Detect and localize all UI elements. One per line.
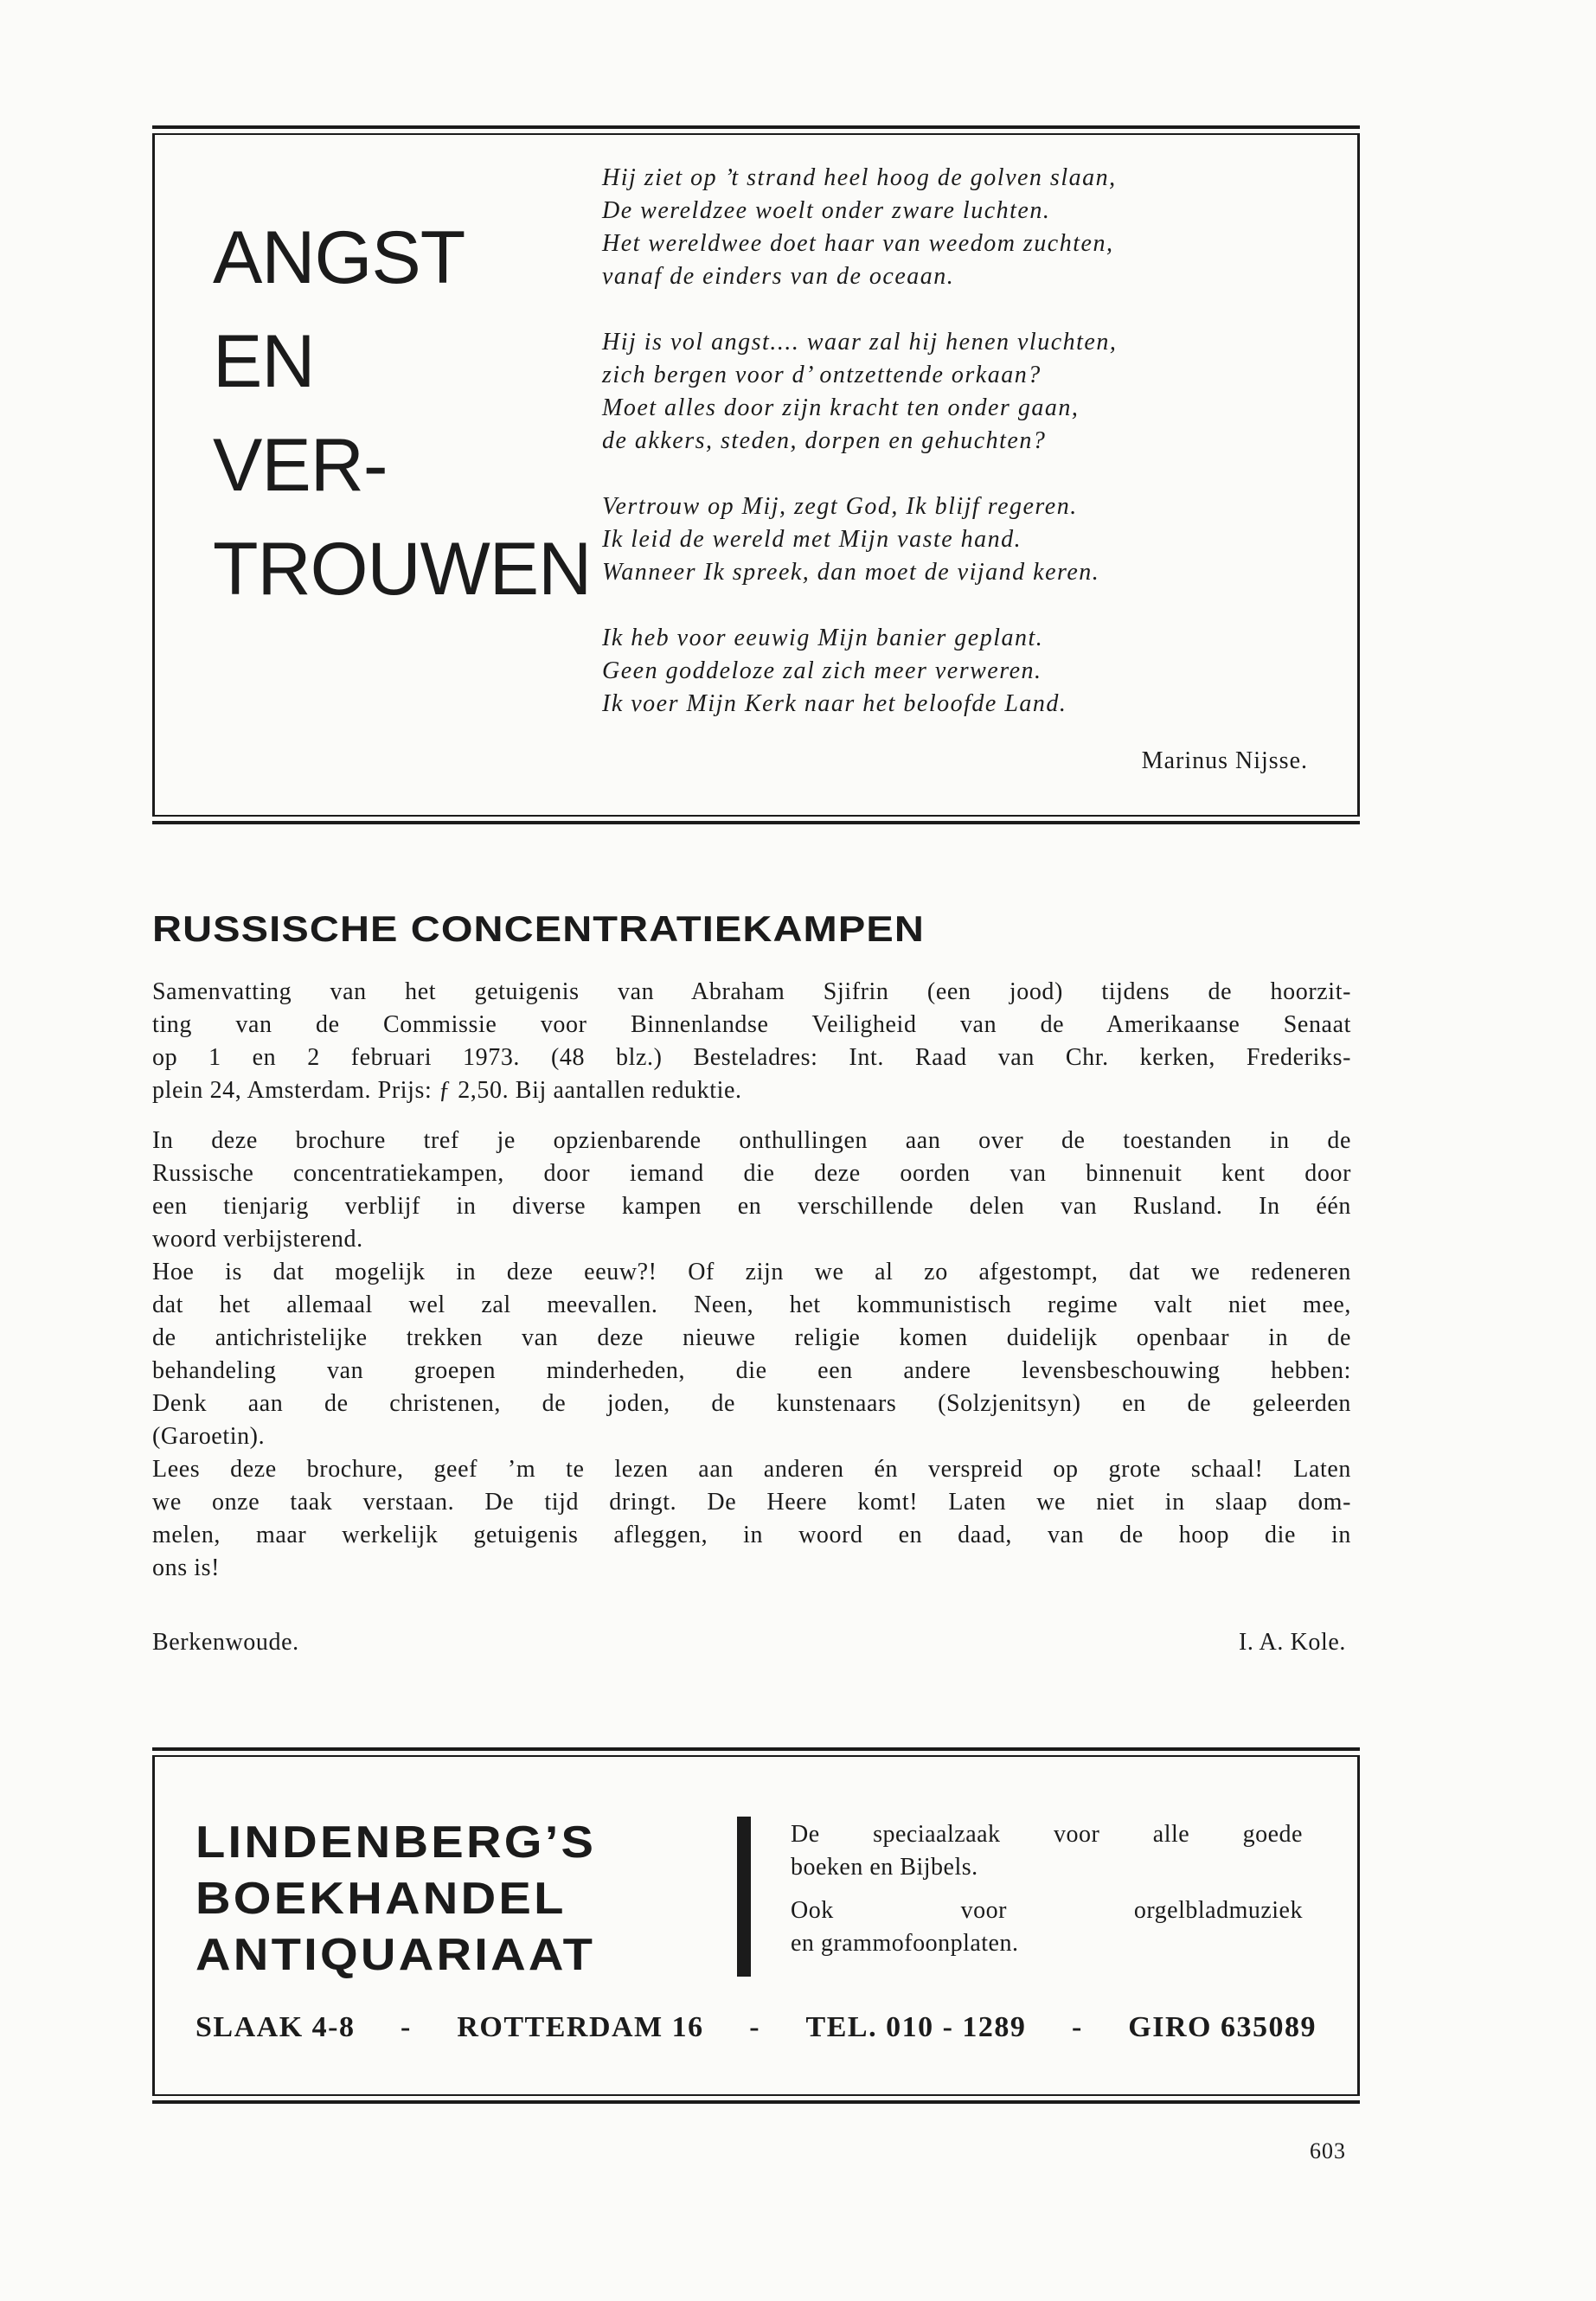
frame-left-rule xyxy=(152,1757,155,2094)
poem-stanza xyxy=(602,490,1099,589)
poem-stanza xyxy=(602,162,1117,293)
frame-right-rule xyxy=(1357,135,1360,815)
ad-contact-line xyxy=(195,2011,1317,2044)
separator: - xyxy=(1071,2011,1083,2043)
poem-author: Marinus Nijsse. xyxy=(1141,747,1308,774)
poem-line: vanaf de einders van de oceaan. xyxy=(602,263,955,290)
ad-text-block xyxy=(791,1894,1303,1960)
poem-line: zich bergen voor d’ ontzettende orkaan? xyxy=(602,362,1042,388)
text-line: Samenvatting van het getuigenis van Abraham Sjifrin (een jood) tijdens de hoorzit- xyxy=(152,978,1351,1005)
article-title: RUSSISCHE CONCENTRATIEKAMPEN xyxy=(152,908,925,949)
poem-line: Vertrouw op Mij, zegt God, Ik blijf regeren. xyxy=(602,493,1078,520)
frame-bottom-inner-rule xyxy=(152,815,1360,817)
text-line: (Garoetin). xyxy=(152,1423,266,1450)
poem-title-line: TROUWEN xyxy=(213,528,592,611)
frame-right-rule xyxy=(1357,1757,1360,2094)
poem-title-line: VER- xyxy=(213,424,388,507)
shop-name-line: BOEKHANDEL xyxy=(195,1874,567,1924)
text-line: de antichristelijke trekken van deze nieuwe religie komen duidelijk openbaar in de xyxy=(152,1324,1351,1351)
text-line: behandeling van groepen minderheden, die een andere levensbeschouwing hebben: xyxy=(152,1357,1351,1384)
page-number: 603 xyxy=(1310,2138,1346,2163)
text-line: De speciaalzaak voor alle goede xyxy=(791,1821,1303,1848)
separator: - xyxy=(749,2011,761,2043)
frame-top-inner-rule xyxy=(152,1755,1360,1757)
article-summary-paragraph xyxy=(152,976,1351,1107)
frame-bottom-rule xyxy=(152,2100,1360,2104)
text-line: Russische concentratiekampen, door iemand die deze oorden van binnenuit kent door xyxy=(152,1160,1351,1187)
poem-box xyxy=(152,125,1360,824)
frame-top-inner-rule xyxy=(152,133,1360,135)
poem-line: Hij is vol angst.... waar zal hij henen vluchten, xyxy=(602,329,1118,356)
poem-line: Het wereldwee doet haar van weedom zuchten, xyxy=(602,230,1114,257)
frame-top-rule xyxy=(152,125,1360,129)
separator: - xyxy=(401,2011,412,2043)
address: SLAAK 4-8 xyxy=(195,2011,356,2043)
text-line: op 1 en 2 februari 1973. (48 blz.) Besteladres: Int. Raad van Chr. kerken, Frederiks- xyxy=(152,1044,1351,1071)
text-line: ons is! xyxy=(152,1554,221,1581)
ad-text-block xyxy=(791,1818,1303,1884)
text-line: Lees deze brochure, geef ’m te lezen aan anderen én verspreid op grote schaal! Laten xyxy=(152,1456,1351,1483)
text-line: Hoe is dat mogelijk in deze eeuw?! Of zijn we al zo afgestompt, dat we redeneren xyxy=(152,1259,1351,1285)
telephone: TEL. 010 - 1289 xyxy=(805,2011,1027,2043)
poem-line: De wereldzee woelt onder zware luchten. xyxy=(602,197,1051,224)
text-line: een tienjarig verblijf in diverse kampen en verschillende delen van Rusland. In één xyxy=(152,1193,1351,1220)
text-line: we onze taak verstaan. De tijd dringt. De Heere komt! Laten we niet in slaap dom- xyxy=(152,1489,1351,1516)
poem-line: Moet alles door zijn kracht ten onder gaan, xyxy=(602,394,1080,421)
article-place: Berkenwoude. xyxy=(152,1629,299,1656)
city: ROTTERDAM 16 xyxy=(457,2011,704,2043)
poem-line: Wanneer Ik spreek, dan moet de vijand keren. xyxy=(602,559,1100,586)
text-line: Denk aan de christenen, de joden, de kunstenaars (Solzjenitsyn) en de geleerden xyxy=(152,1390,1351,1417)
text-line: plein 24, Amsterdam. Prijs: ƒ 2,50. Bij aantallen reduktie. xyxy=(152,1077,742,1104)
vertical-divider-bar xyxy=(737,1817,751,1977)
frame-left-rule xyxy=(152,135,155,815)
article-author: I. A. Kole. xyxy=(1238,1629,1346,1656)
text-line: en grammofoonplaten. xyxy=(791,1930,1019,1957)
shop-name-line: LINDENBERG’S xyxy=(195,1817,597,1868)
text-line: Ook voor orgelbladmuziek xyxy=(791,1897,1303,1924)
poem-line: de akkers, steden, dorpen en gehuchten? xyxy=(602,427,1047,454)
bookshop-advertisement xyxy=(152,1747,1360,2104)
frame-bottom-inner-rule xyxy=(152,2094,1360,2096)
poem-line: Ik leid de wereld met Mijn vaste hand. xyxy=(602,526,1022,553)
text-line: woord verbijsterend. xyxy=(152,1226,363,1253)
poem-line: Hij ziet op ’t strand heel hoog de golven slaan, xyxy=(602,164,1117,191)
text-line: melen, maar werkelijk getuigenis afleggen, in woord en daad, van de hoop die in xyxy=(152,1522,1351,1548)
frame-top-rule xyxy=(152,1747,1360,1751)
poem-title-line: ANGST xyxy=(213,216,465,299)
article-body-paragraph xyxy=(152,1125,1351,1585)
poem-line: Ik voer Mijn Kerk naar het beloofde Land. xyxy=(602,690,1067,717)
text-line: dat het allemaal wel zal meevallen. Neen, het kommunistisch regime valt niet mee, xyxy=(152,1292,1351,1318)
text-line: boeken en Bijbels. xyxy=(791,1854,978,1881)
text-line: In deze brochure tref je opzienbarende onthullingen aan over de toestanden in de xyxy=(152,1127,1351,1154)
poem-title-line: EN xyxy=(213,320,315,403)
shop-name-line: ANTIQUARIAAT xyxy=(195,1930,596,1980)
poem-stanza xyxy=(602,326,1117,458)
giro-number: GIRO 635089 xyxy=(1128,2011,1317,2043)
frame-bottom-rule xyxy=(152,821,1360,824)
text-line: ting van de Commissie voor Binnenlandse Veiligheid van de Amerikaanse Senaat xyxy=(152,1011,1351,1038)
poem-line: Geen goddeloze zal zich meer verweren. xyxy=(602,657,1042,684)
poem-line: Ik heb voor eeuwig Mijn banier geplant. xyxy=(602,625,1044,651)
poem-stanza xyxy=(602,622,1067,721)
